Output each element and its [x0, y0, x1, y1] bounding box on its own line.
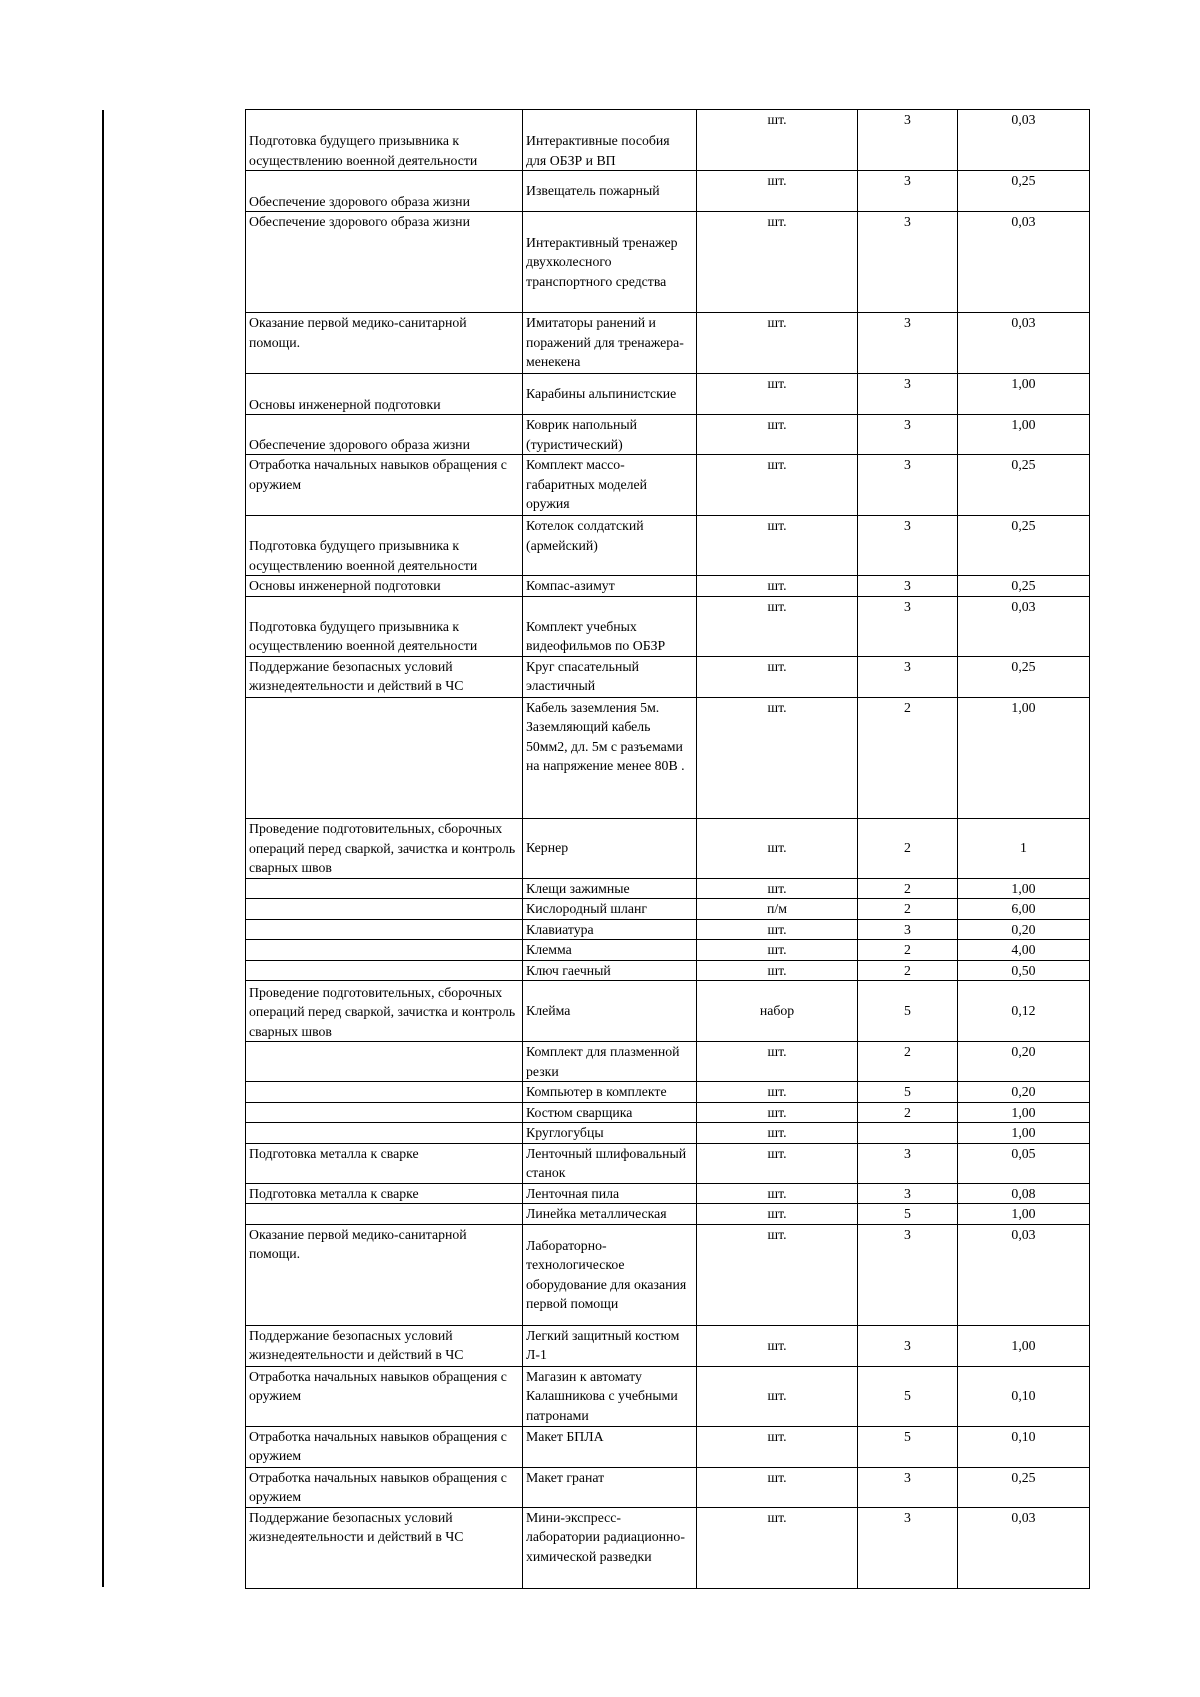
- unit-cell: шт.: [697, 171, 858, 212]
- section-cell: Подготовка будущего призывника к осуществлению военной деятельности: [246, 596, 523, 656]
- norm-cell: 0,25: [958, 576, 1090, 597]
- item-name-cell: Комплект для плазменной резки: [523, 1042, 697, 1082]
- item-name-cell: Комплект учебных видеофильмов по ОБЗР: [523, 596, 697, 656]
- section-cell: Поддержание безопасных условий жизнедеятельности и действий в ЧС: [246, 656, 523, 697]
- item-name-cell: Костюм сварщика: [523, 1102, 697, 1123]
- unit-cell: шт.: [697, 1143, 858, 1183]
- unit-cell: шт.: [697, 415, 858, 455]
- section-cell: [246, 960, 523, 981]
- norm-cell: 6,00: [958, 899, 1090, 920]
- section-cell: [246, 878, 523, 899]
- item-name-cell: Кернер: [523, 818, 697, 878]
- norm-cell: 1,00: [958, 878, 1090, 899]
- item-name-cell: Линейка металлическая: [523, 1204, 697, 1225]
- section-cell: Основы инженерной подготовки: [246, 374, 523, 415]
- table-row: [246, 899, 1090, 920]
- item-name-cell: Извещатель пожарный: [523, 171, 697, 212]
- section-cell: [246, 1102, 523, 1123]
- section-cell: Подготовка металла к сварке: [246, 1143, 523, 1183]
- norm-cell: 0,08: [958, 1183, 1090, 1204]
- table-row: [246, 960, 1090, 981]
- unit-cell: шт.: [697, 596, 858, 656]
- table-row: [246, 818, 1090, 878]
- norm-cell: 0,20: [958, 919, 1090, 940]
- section-cell: Оказание первой медико-санитарной помощи.: [246, 1224, 523, 1325]
- table-row: [246, 1325, 1090, 1366]
- unit-cell: шт.: [697, 212, 858, 313]
- section-cell: Обеспечение здорового образа жизни: [246, 212, 523, 313]
- item-name-cell: Карабины альпинистские: [523, 374, 697, 415]
- unit-cell: шт.: [697, 1366, 858, 1426]
- item-name-cell: Кислородный шланг: [523, 899, 697, 920]
- norm-cell: 0,25: [958, 656, 1090, 697]
- quantity-cell: 3: [858, 455, 958, 516]
- norm-cell: 1: [958, 818, 1090, 878]
- section-cell: [246, 940, 523, 961]
- item-name-cell: Котелок солдатский (армейский): [523, 516, 697, 576]
- table-row: [246, 1507, 1090, 1588]
- table-row: [246, 576, 1090, 597]
- table-row: [246, 1426, 1090, 1467]
- unit-cell: шт.: [697, 818, 858, 878]
- quantity-cell: 3: [858, 415, 958, 455]
- section-cell: Обеспечение здорового образа жизни: [246, 415, 523, 455]
- section-cell: [246, 1204, 523, 1225]
- item-name-cell: Круг спасательный эластичный: [523, 656, 697, 697]
- table-row: [246, 1082, 1090, 1103]
- norm-cell: 0,25: [958, 1467, 1090, 1507]
- table-row: [246, 516, 1090, 576]
- unit-cell: шт.: [697, 110, 858, 171]
- table-row: [246, 1204, 1090, 1225]
- item-name-cell: Компьютер в комплекте: [523, 1082, 697, 1103]
- unit-cell: шт.: [697, 1102, 858, 1123]
- item-name-cell: Круглогубцы: [523, 1123, 697, 1144]
- quantity-cell: 2: [858, 960, 958, 981]
- section-cell: Отработка начальных навыков обращения с оружием: [246, 1366, 523, 1426]
- section-cell: Отработка начальных навыков обращения с оружием: [246, 1467, 523, 1507]
- quantity-cell: 3: [858, 656, 958, 697]
- equipment-table-body: [246, 110, 1090, 1589]
- item-name-cell: Клавиатура: [523, 919, 697, 940]
- table-row: [246, 919, 1090, 940]
- norm-cell: 4,00: [958, 940, 1090, 961]
- item-name-cell: Коврик напольный (туристический): [523, 415, 697, 455]
- section-cell: Подготовка будущего призывника к осуществлению военной деятельности: [246, 516, 523, 576]
- unit-cell: шт.: [697, 1082, 858, 1103]
- table-row: [246, 171, 1090, 212]
- quantity-cell: 3: [858, 313, 958, 374]
- norm-cell: 1,00: [958, 1123, 1090, 1144]
- unit-cell: шт.: [697, 1507, 858, 1588]
- section-cell: Отработка начальных навыков обращения с оружием: [246, 455, 523, 516]
- quantity-cell: 5: [858, 1426, 958, 1467]
- quantity-cell: 3: [858, 1325, 958, 1366]
- unit-cell: набор: [697, 981, 858, 1042]
- quantity-cell: [858, 1123, 958, 1144]
- section-cell: Обеспечение здорового образа жизни: [246, 171, 523, 212]
- unit-cell: шт.: [697, 1224, 858, 1325]
- item-name-cell: Лабораторно-технологическое оборудование для оказания первой помощи: [523, 1224, 697, 1325]
- quantity-cell: 2: [858, 878, 958, 899]
- section-cell: [246, 1123, 523, 1144]
- quantity-cell: 3: [858, 919, 958, 940]
- section-cell: Основы инженерной подготовки: [246, 576, 523, 597]
- table-row: [246, 656, 1090, 697]
- unit-cell: шт.: [697, 940, 858, 961]
- unit-cell: шт.: [697, 878, 858, 899]
- norm-cell: 0,03: [958, 1224, 1090, 1325]
- table-row: [246, 981, 1090, 1042]
- norm-cell: 1,00: [958, 1204, 1090, 1225]
- quantity-cell: 2: [858, 697, 958, 818]
- section-cell: Поддержание безопасных условий жизнедеятельности и действий в ЧС: [246, 1507, 523, 1588]
- norm-cell: 0,03: [958, 596, 1090, 656]
- table-row: [246, 415, 1090, 455]
- quantity-cell: 3: [858, 1467, 958, 1507]
- quantity-cell: 3: [858, 516, 958, 576]
- norm-cell: 0,03: [958, 313, 1090, 374]
- item-name-cell: Интерактивные пособия для ОБЗР и ВП: [523, 110, 697, 171]
- section-cell: Оказание первой медико-санитарной помощи.: [246, 313, 523, 374]
- table-row: [246, 940, 1090, 961]
- norm-cell: 0,25: [958, 171, 1090, 212]
- item-name-cell: Макет гранат: [523, 1467, 697, 1507]
- item-name-cell: Клемма: [523, 940, 697, 961]
- table-row: [246, 212, 1090, 313]
- quantity-cell: 3: [858, 171, 958, 212]
- item-name-cell: Кабель заземления 5м. Заземляющий кабель 50мм2, дл. 5м с разъемами на напряжение менее 80В .: [523, 697, 697, 818]
- unit-cell: шт.: [697, 1426, 858, 1467]
- norm-cell: 1,00: [958, 1325, 1090, 1366]
- table-row: [246, 1366, 1090, 1426]
- table-row: [246, 1042, 1090, 1082]
- section-cell: Проведение подготовительных, сборочных операций перед сваркой, зачистка и контроль сварных швов: [246, 981, 523, 1042]
- norm-cell: 0,50: [958, 960, 1090, 981]
- table-row: [246, 1123, 1090, 1144]
- norm-cell: 0,12: [958, 981, 1090, 1042]
- equipment-table: [245, 109, 1090, 1589]
- quantity-cell: 3: [858, 576, 958, 597]
- section-cell: [246, 899, 523, 920]
- item-name-cell: Имитаторы ранений и поражений для тренажера-менекена: [523, 313, 697, 374]
- unit-cell: шт.: [697, 656, 858, 697]
- norm-cell: 0,20: [958, 1082, 1090, 1103]
- section-cell: [246, 697, 523, 818]
- item-name-cell: Компас-азимут: [523, 576, 697, 597]
- unit-cell: шт.: [697, 1123, 858, 1144]
- unit-cell: шт.: [697, 919, 858, 940]
- quantity-cell: 2: [858, 1042, 958, 1082]
- table-row: [246, 455, 1090, 516]
- unit-cell: шт.: [697, 1325, 858, 1366]
- page-margin-rule: [102, 110, 104, 1587]
- table-row: [246, 596, 1090, 656]
- quantity-cell: 2: [858, 818, 958, 878]
- norm-cell: 0,03: [958, 1507, 1090, 1588]
- norm-cell: 0,10: [958, 1426, 1090, 1467]
- table-row: [246, 374, 1090, 415]
- quantity-cell: 5: [858, 1366, 958, 1426]
- quantity-cell: 3: [858, 1143, 958, 1183]
- table-row: [246, 1102, 1090, 1123]
- quantity-cell: 3: [858, 1507, 958, 1588]
- norm-cell: 0,25: [958, 516, 1090, 576]
- quantity-cell: 5: [858, 1204, 958, 1225]
- section-cell: [246, 1042, 523, 1082]
- table-row: [246, 1143, 1090, 1183]
- section-cell: [246, 919, 523, 940]
- quantity-cell: 5: [858, 1082, 958, 1103]
- table-row: [246, 1183, 1090, 1204]
- quantity-cell: 3: [858, 596, 958, 656]
- norm-cell: 0,03: [958, 212, 1090, 313]
- norm-cell: 0,05: [958, 1143, 1090, 1183]
- item-name-cell: Макет БПЛА: [523, 1426, 697, 1467]
- quantity-cell: 2: [858, 1102, 958, 1123]
- norm-cell: 1,00: [958, 415, 1090, 455]
- norm-cell: 1,00: [958, 697, 1090, 818]
- unit-cell: шт.: [697, 1467, 858, 1507]
- norm-cell: 0,10: [958, 1366, 1090, 1426]
- unit-cell: шт.: [697, 1042, 858, 1082]
- quantity-cell: 2: [858, 899, 958, 920]
- section-cell: Отработка начальных навыков обращения с оружием: [246, 1426, 523, 1467]
- item-name-cell: Мини-экспресс-лаборатории радиационно-химической разведки: [523, 1507, 697, 1588]
- table-row: [246, 1467, 1090, 1507]
- unit-cell: шт.: [697, 697, 858, 818]
- unit-cell: шт.: [697, 1183, 858, 1204]
- item-name-cell: Клейма: [523, 981, 697, 1042]
- table-row: [246, 313, 1090, 374]
- unit-cell: шт.: [697, 313, 858, 374]
- table-row: [246, 697, 1090, 818]
- quantity-cell: 5: [858, 981, 958, 1042]
- item-name-cell: Легкий защитный костюм Л-1: [523, 1325, 697, 1366]
- unit-cell: шт.: [697, 374, 858, 415]
- section-cell: Поддержание безопасных условий жизнедеятельности и действий в ЧС: [246, 1325, 523, 1366]
- section-cell: Проведение подготовительных, сборочных операций перед сваркой, зачистка и контроль сварных швов: [246, 818, 523, 878]
- item-name-cell: Интерактивный тренажер двухколесного транспортного средства: [523, 212, 697, 313]
- norm-cell: 0,20: [958, 1042, 1090, 1082]
- norm-cell: 0,03: [958, 110, 1090, 171]
- item-name-cell: Ленточная пила: [523, 1183, 697, 1204]
- quantity-cell: 3: [858, 374, 958, 415]
- item-name-cell: Магазин к автомату Калашникова с учебными патронами: [523, 1366, 697, 1426]
- norm-cell: 1,00: [958, 374, 1090, 415]
- quantity-cell: 3: [858, 1224, 958, 1325]
- unit-cell: шт.: [697, 576, 858, 597]
- table-row: [246, 878, 1090, 899]
- section-cell: Подготовка будущего призывника к осуществлению военной деятельности: [246, 110, 523, 171]
- unit-cell: шт.: [697, 455, 858, 516]
- unit-cell: шт.: [697, 1204, 858, 1225]
- quantity-cell: 3: [858, 110, 958, 171]
- table-row: [246, 110, 1090, 171]
- norm-cell: 1,00: [958, 1102, 1090, 1123]
- unit-cell: п/м: [697, 899, 858, 920]
- section-cell: Подготовка металла к сварке: [246, 1183, 523, 1204]
- norm-cell: 0,25: [958, 455, 1090, 516]
- item-name-cell: Комплект массо-габаритных моделей оружия: [523, 455, 697, 516]
- unit-cell: шт.: [697, 960, 858, 981]
- quantity-cell: 2: [858, 940, 958, 961]
- quantity-cell: 3: [858, 1183, 958, 1204]
- unit-cell: шт.: [697, 516, 858, 576]
- item-name-cell: Ключ гаечный: [523, 960, 697, 981]
- quantity-cell: 3: [858, 212, 958, 313]
- item-name-cell: Клещи зажимные: [523, 878, 697, 899]
- table-row: [246, 1224, 1090, 1325]
- item-name-cell: Ленточный шлифовальный станок: [523, 1143, 697, 1183]
- section-cell: [246, 1082, 523, 1103]
